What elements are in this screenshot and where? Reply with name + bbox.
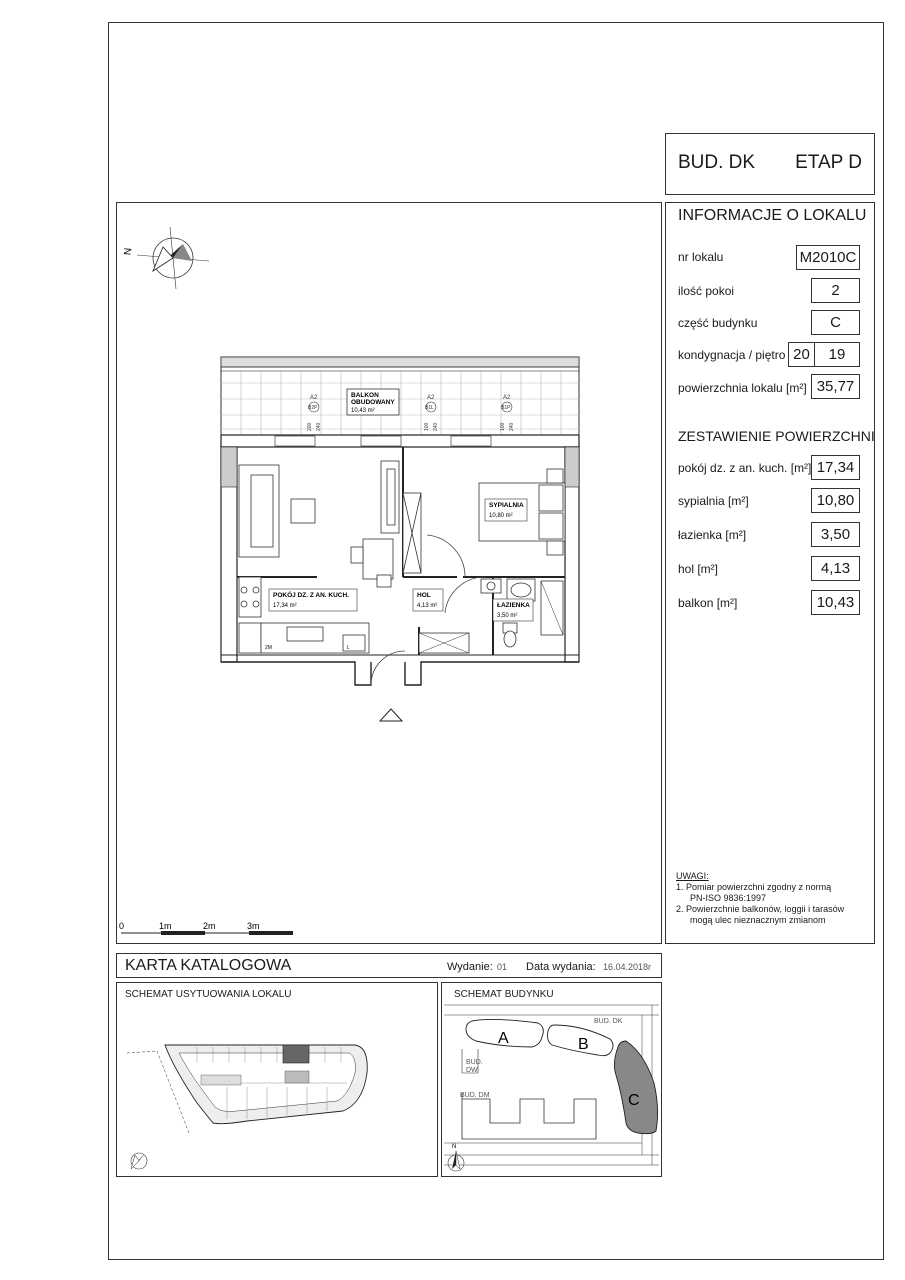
bedroom-name: SYPIALNIA <box>489 502 524 509</box>
unit-number-label: nr lokalu <box>678 250 724 264</box>
issue-label: Wydanie: <box>447 961 493 973</box>
date-value: 16.04.2018r <box>603 962 652 972</box>
building-part-value: C <box>811 310 860 335</box>
summary-value-balcony: 10,43 <box>811 590 860 615</box>
building-dk-label: BUD. DK <box>594 1018 623 1025</box>
notes-line-4: mogą ulec nieznacznym zmianom <box>690 915 826 925</box>
notes-line-1: 1. Pomiar powierzchni zgodny z normą <box>676 882 832 892</box>
building-drawing <box>442 983 661 1176</box>
building-c-label: C <box>628 1092 640 1109</box>
header-box <box>665 133 875 195</box>
rooms-value: 2 <box>811 278 860 303</box>
window-code-2: B1L <box>425 405 434 411</box>
window-dim-2: 240 <box>316 422 322 431</box>
summary-value-bedroom: 10,80 <box>811 488 860 513</box>
building-compass-icon <box>448 1144 464 1171</box>
summary-value-hall: 4,13 <box>811 556 860 581</box>
window-code-1: B2P <box>308 405 318 411</box>
location-drawing <box>117 983 437 1176</box>
floor-value: 19 <box>814 342 860 367</box>
scale-bar <box>119 921 293 935</box>
location-schematic <box>116 982 438 1177</box>
window-dim-1: 200 <box>307 422 313 431</box>
building-name: BUD. DK <box>678 152 756 173</box>
notes-title: UWAGI: <box>676 871 709 881</box>
bedroom-area: 10,80 m² <box>489 513 513 519</box>
rooms-label: ilość pokoi <box>678 284 735 298</box>
living-name: POKÓJ DZ. Z AN. KUCH. <box>273 592 349 599</box>
building-c <box>614 1041 657 1134</box>
building-part-label: część budynku <box>678 316 758 330</box>
entrance-marker-icon <box>380 709 402 721</box>
window-tag-1: A2 <box>310 395 318 401</box>
floor-plan-drawing <box>117 203 661 943</box>
notes-line-3: 2. Powierzchnie balkonów, loggii i tarasów <box>676 904 845 914</box>
location-title: SCHEMAT USYTUOWANIA LOKALU <box>125 989 292 1000</box>
hall-name: HOL <box>417 592 431 599</box>
issue-value: 01 <box>497 962 508 972</box>
building-compass-north: N <box>452 1144 457 1150</box>
building-a-label: A <box>498 1030 509 1047</box>
balcony <box>221 357 579 437</box>
catalog-title-bar <box>116 953 662 978</box>
notes-line-2: PN-ISO 9836:1997 <box>690 893 767 903</box>
location-compass-icon <box>131 1153 147 1169</box>
compass-icon <box>123 227 209 289</box>
notes <box>676 871 844 926</box>
scale-label-1: 1m <box>159 921 172 931</box>
bathroom-name: ŁAZIENKA <box>497 602 530 609</box>
building-schematic-title: SCHEMAT BUDYNKU <box>454 989 554 1000</box>
balcony-name-2: OBUDOWANY <box>351 399 395 406</box>
kitchen-mark: L <box>347 645 350 651</box>
window-code-3: B1P <box>501 405 511 411</box>
bathroom-area: 3,50 m² <box>497 613 518 619</box>
window-dim-3: 100 <box>424 422 430 431</box>
stage-name: ETAP D <box>795 152 862 173</box>
info-panel <box>665 202 875 944</box>
building-dw-label-2: DW <box>466 1067 478 1074</box>
summary-label-balcony: balkon [m²] <box>678 596 738 610</box>
building-dw-label-1: BUD. <box>466 1059 483 1066</box>
window-tag-2: A2 <box>427 395 435 401</box>
scale-label-0: 0 <box>119 921 125 931</box>
building-dm-label: BUD. DM <box>460 1092 490 1099</box>
window-markers <box>307 395 515 431</box>
storey-value: 20 <box>788 342 814 367</box>
unit-number-value: M2010C <box>796 245 860 270</box>
living-area: 17,34 m² <box>273 603 297 609</box>
summary-value-living: 17,34 <box>811 455 860 480</box>
summary-label-bedroom: sypialnia [m²] <box>678 494 749 508</box>
balcony-area: 10,43 m² <box>351 408 375 414</box>
summary-label-hall: hol [m²] <box>678 562 719 576</box>
window-tag-3: A2 <box>503 395 511 401</box>
summary-value-bathroom: 3,50 <box>811 522 860 547</box>
area-label: powierzchnia lokalu [m²] <box>678 381 807 395</box>
window-dim-5: 100 <box>500 422 506 431</box>
catalog-title: KARTA KATALOGOWA <box>125 957 292 974</box>
balcony-name-1: BALKON <box>351 392 379 399</box>
window-dim-4: 240 <box>433 422 439 431</box>
area-value: 35,77 <box>811 374 860 399</box>
info-title: INFORMACJE O LOKALU <box>678 207 867 224</box>
summary-label-living: pokój dz. z an. kuch. [m²] <box>678 461 812 475</box>
scale-label-2: 2m <box>203 921 216 931</box>
date-label: Data wydania: <box>526 961 596 973</box>
floor-plan-panel <box>116 202 662 944</box>
floor-label: kondygnacja / piętro <box>678 348 786 362</box>
kitchen-tag: 2M <box>265 645 272 651</box>
window-dim-6: 240 <box>509 422 515 431</box>
hall-area: 4,13 m² <box>417 603 438 609</box>
summary-label-bathroom: łazienka [m²] <box>678 528 747 542</box>
living-furniture <box>239 461 421 653</box>
scale-label-3: 3m <box>247 921 260 931</box>
summary-title: ZESTAWIENIE POWIERZCHNI <box>678 428 875 444</box>
building-schematic <box>441 982 662 1177</box>
compass-north-label: N <box>122 247 135 256</box>
building-b-label: B <box>578 1036 589 1053</box>
